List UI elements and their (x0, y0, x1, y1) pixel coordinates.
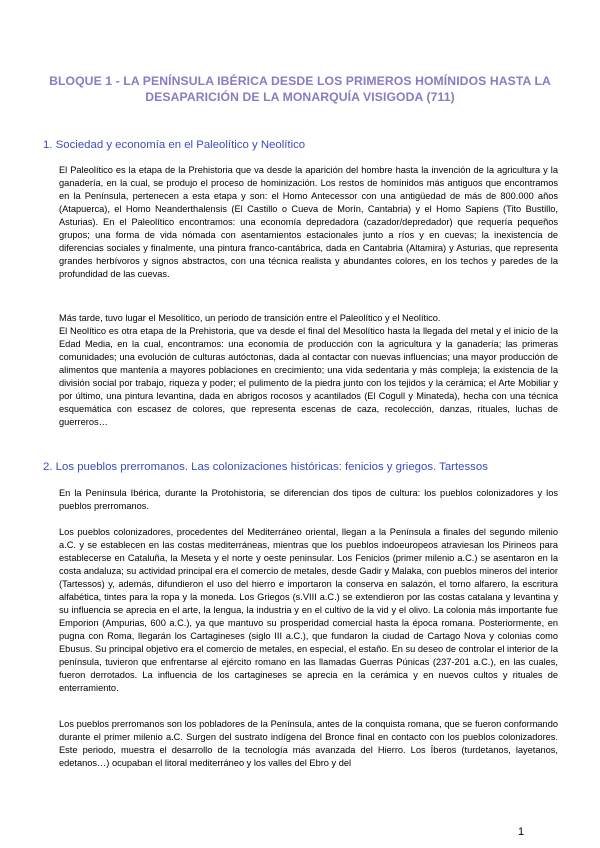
paragraph: Los pueblos colonizadores, procedentes del Mediterráneo oriental, llegan a la Península a finales del segundo milenio a.C. y se establecen en las costas mediterráneas, mientras que los pueblos indoeuropeos atraviesan los Pirineos para establecerse en Cataluña, la Meseta y el norte y oeste peninsular. Los Fenicios (primer milenio a.C.) se asentaron en la costa andaluza; su actividad principal era el comercio de metales, desde Gadir y Malaka, con pueblos mineros del interior (Tartessos) y, además, difundieron el uso del hierro e importaron la conserva en salazón, el torno alfarero, la escritura alfabética, tintes para la ropa y la moneda. Los Griegos (s.VIII a.C.) se extendieron por las costas catalana y levantina y su influencia se aprecia en el arte, la lengua, la industria y en el cultivo de la vid y el olivo. La colonia más importante fue Emporion (Ampurias, 600 a.C.), ya que mantuvo su prosperidad comercial hasta la época romana. Posteriormente, en pugna con Roma, llegarán los Cartagineses (siglo III a.C.), que fundaron la ciudad de Cartago Nova y colonias como Ebusus. Su principal objetivo era el comercio de metales, en especial, el estaño. En su deseo de controlar el interior de la península, tuvieron que enfrentarse al ejército romano en las llamadas Guerras Púnicas (237-201 a.C.), en las cuales, fueron derrotados. La influencia de los cartagineses se aprecia en la cerámica y en nuevos cultos y rituales de enterramiento. (59, 527, 558, 693)
section-heading-1: 1. Sociedad y economía en el Paleolítico y Neolítico (43, 139, 306, 151)
paragraph: En la Península Ibérica, durante la Protohistoria, se diferencian dos tipos de cultura: los pueblos colonizadores y los pueblos prerromanos. (59, 488, 558, 511)
paragraph: El Neolítico es otra etapa de la Prehistoria, que va desde el final del Mesolítico hasta la llegada del metal y el inicio de la Edad Media, en la cual, encontramos: una economía de producción con la agricultura y la ganadería; las primeras comunidades; una evolución de culturas autóctonas, dada al contactar con nuevas influencias; una mayor producción de alimentos que mantenía a mayores poblaciones en crecimiento; una vida sedentaria y más compleja; la existencia de la división social por trabajo, riqueza y poder; el pulimento de la piedra junto con los tejidos y la cerámica; el Arte Mobiliar y por último, una pintura levantina, dada en abrigos rocosos y acantilados (El Cogull y Minateda), hecha con una técnica esquemática con escasez de colores, que representa escenas de caza, recolección, danzas, rituales, luchas de guerreros… (59, 326, 558, 427)
paragraph: El Paleolítico es la etapa de la Prehistoria que va desde la aparición del hombre hasta la invención de la agricultura y la ganadería, en la cual, se produjo el proceso de hominización. Los restos de homínidos más antiguos que encontramos en la Península, pertenecen a esta etapa y son: el Homo Antecessor con una antigüedad de más de 800.000 años (Atapuerca), el Homo Neanderthalensis (El Castillo o Cueva de Morín, Cantabria) y el Homo Sapiens (Tito Bustillo, Asturias). En el Paleolítico encontramos: una economía depredadora (cazador/depredador) que requería pequeños grupos; una forma de vida nómada con asentamientos estacionales junto a ríos y en cuevas; la inexistencia de diferencias sociales y finalmente, una pintura franco-cantábrica, dada en Cantabria (Altamira) y Asturias, que representa grandes herbívoros y signos abstractos, con una técnica realista y abundantes colores, en los techos y paredes de la profundidad de las cuevas. (59, 165, 558, 279)
paragraph: Más tarde, tuvo lugar el Mesolítico, un periodo de transición entre el Paleolítico y el Neolítico. (59, 313, 441, 323)
document-title: BLOQUE 1 - LA PENÍNSULA IBÉRICA DESDE LOS PRIMEROS HOMÍNIDOS HASTA LA DESAPARICIÓN DE LA MONARQUÍA VISIGODA (711) (49, 74, 551, 104)
page-number: 1 (518, 826, 525, 838)
section-heading-2: 2. Los pueblos prerromanos. Las colonizaciones históricas: fenicios y griegos. Tartessos (43, 461, 488, 473)
paragraph: Los pueblos prerromanos son los pobladores de la Península, antes de la conquista romana, que se fueron conformando durante el primer milenio a.C. Surgen del sustrato indígena del Bronce final en contacto con los pueblos colonizadores. Este periodo, muestra el desarrollo de la tecnología más avanzada del Hierro. Los Íberos (turdetanos, layetanos, edetanos…) ocupaban el litoral mediterráneo y los valles del Ebro y del (59, 719, 558, 768)
